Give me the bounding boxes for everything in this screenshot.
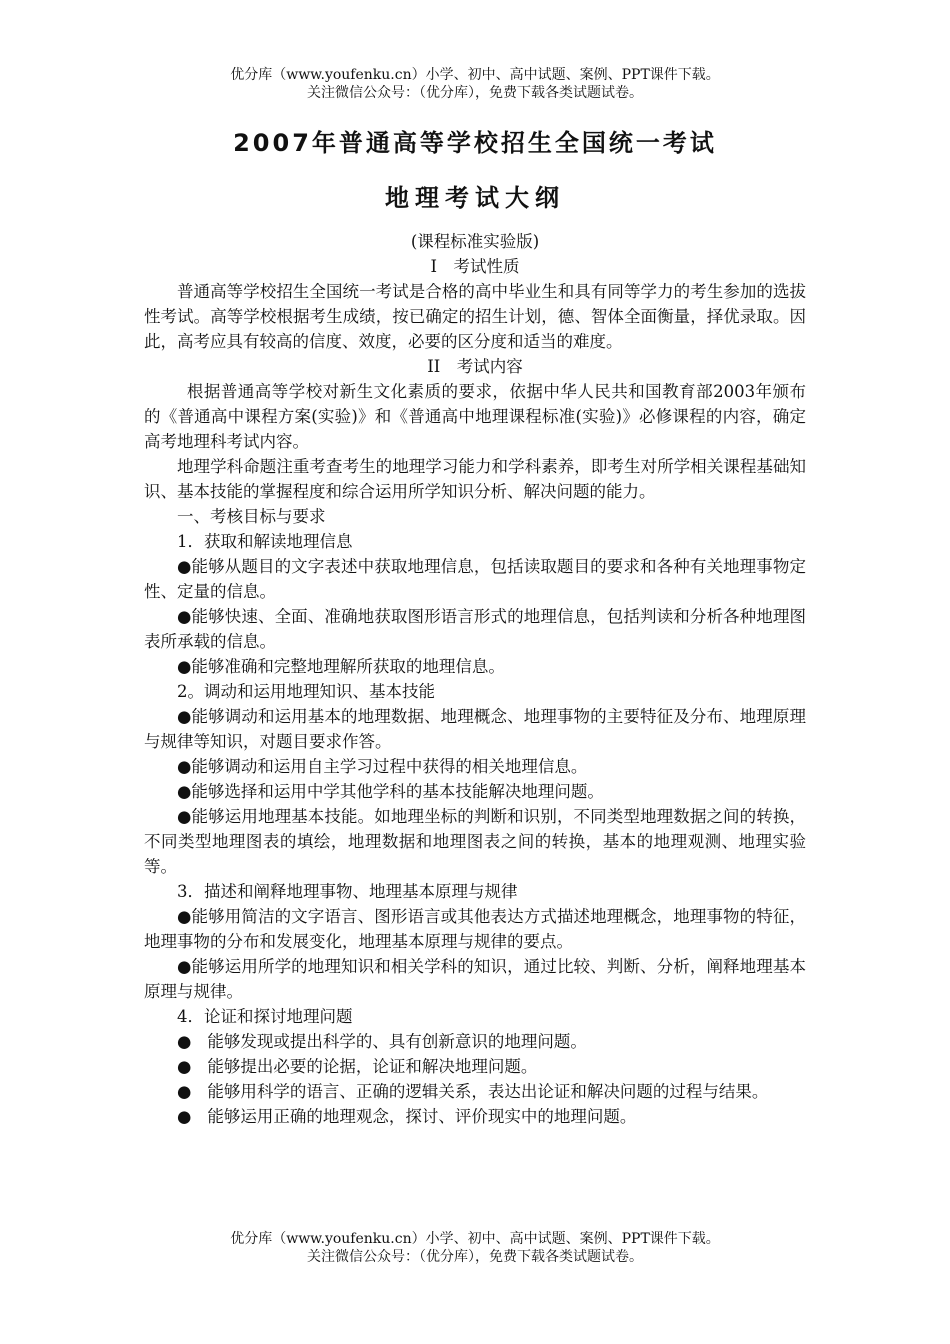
goal-4-item: ● 能够提出必要的论据，论证和解决地理问题。 — [177, 1057, 538, 1076]
goal-4-title: 4．论证和探讨地理问题 — [177, 1007, 353, 1026]
bullet-icon: ● — [177, 1107, 192, 1126]
bullet-icon: ● — [177, 782, 192, 801]
bullet-icon: ● — [177, 1082, 192, 1101]
edition-label: (课程标准实验版) — [410, 232, 540, 251]
header-line-1: 优分库（www.youfenku.cn）小学、初中、高中试题、案例、PPT课件下载。 — [230, 67, 720, 83]
section-2-paragraph-1: 根据普通高等学校对新生文化素质的要求，依据中华人民共和国教育部2003年颁布的《普通高中课程方案(实验)》和《普通高中地理课程标准(实验)》必修课程的内容，确定高考地理科考试内容。 — [144, 382, 806, 451]
goal-1-item: ●能够快速、全面、准确地获取图形语言形式的地理信息，包括判读和分析各种地理图表所承载的信息。 — [144, 607, 806, 651]
bullet-icon: ● — [177, 1057, 192, 1076]
goal-1-item: ●能够从题目的文字表述中获取地理信息，包括读取题目的要求和各种有关地理事物定性、定量的信息。 — [144, 557, 806, 601]
bullet-icon: ● — [177, 757, 192, 776]
goal-2-title: 2。调动和运用地理知识、基本技能 — [177, 682, 435, 701]
section-1-heading: I 考试性质 — [430, 257, 520, 276]
goal-2-item: ●能够选择和运用中学其他学科的基本技能解决地理问题。 — [177, 782, 604, 801]
goal-3-item: ●能够用简洁的文字语言、图形语言或其他表达方式描述地理概念，地理事物的特征，地理事物的分布和发展变化，地理基本原理与规律的要点。 — [144, 907, 806, 951]
bullet-icon: ● — [177, 1032, 192, 1051]
section-2-heading: II 考试内容 — [427, 357, 523, 376]
goal-2-item: ●能够运用地理基本技能。如地理坐标的判断和识别，不同类型地理数据之间的转换，不同类型地理图表的填绘，地理数据和地理图表之间的转换，基本的地理观测、地理实验等。 — [144, 807, 806, 876]
goal-2-item: ●能够调动和运用基本的地理数据、地理概念、地理事物的主要特征及分布、地理原理与规律等知识，对题目要求作答。 — [144, 707, 806, 751]
goal-2-item: ●能够调动和运用自主学习过程中获得的相关地理信息。 — [177, 757, 588, 776]
goal-1-title: 1．获取和解读地理信息 — [177, 532, 353, 551]
goal-3-title: 3．描述和阐释地理事物、地理基本原理与规律 — [177, 882, 518, 901]
footer-banner — [0, 1230, 950, 1266]
bullet-icon: ● — [177, 657, 192, 676]
goal-4-item: ● 能够用科学的语言、正确的逻辑关系，表达出论证和解决问题的过程与结果。 — [177, 1082, 769, 1101]
document-title: 2007年普通高等学校招生全国统一考试 — [233, 129, 717, 157]
section-2-subheading: 一、考核目标与要求 — [177, 507, 326, 526]
document-subtitle: 地理考试大纲 — [385, 184, 565, 212]
bullet-icon: ● — [177, 607, 192, 626]
header-banner — [0, 66, 950, 102]
footer-line-2: 关注微信公众号：（优分库），免费下载各类试题试卷。 — [307, 1249, 643, 1265]
header-line-2: 关注微信公众号：（优分库），免费下载各类试题试卷。 — [307, 85, 643, 101]
bullet-icon: ● — [177, 807, 192, 826]
bullet-icon: ● — [177, 907, 192, 926]
footer-line-1: 优分库（www.youfenku.cn）小学、初中、高中试题、案例、PPT课件下载。 — [230, 1231, 720, 1247]
bullet-icon: ● — [177, 957, 192, 976]
goal-4-item: ● 能够发现或提出科学的、具有创新意识的地理问题。 — [177, 1032, 587, 1051]
goal-3-item: ●能够运用所学的地理知识和相关学科的知识，通过比较、判断、分析，阐释地理基本原理与规律。 — [144, 957, 806, 1001]
document-body — [144, 229, 806, 1129]
section-1-paragraph: 普通高等学校招生全国统一考试是合格的高中毕业生和具有同等学力的考生参加的选拔性考试。高等学校根据考生成绩，按已确定的招生计划，德、智体全面衡量，择优录取。因此，高考应具有较高的信度、效度，必要的区分度和适当的难度。 — [144, 282, 806, 351]
goal-4-item: ● 能够运用正确的地理观念，探讨、评价现实中的地理问题。 — [177, 1107, 637, 1126]
bullet-icon: ● — [177, 557, 192, 576]
section-2-paragraph-2: 地理学科命题注重考查考生的地理学习能力和学科素养，即考生对所学相关课程基础知识、基本技能的掌握程度和综合运用所学知识分析、解决问题的能力。 — [144, 457, 806, 501]
goal-1-item: ●能够准确和完整地理解所获取的地理信息。 — [177, 657, 505, 676]
bullet-icon: ● — [177, 707, 192, 726]
